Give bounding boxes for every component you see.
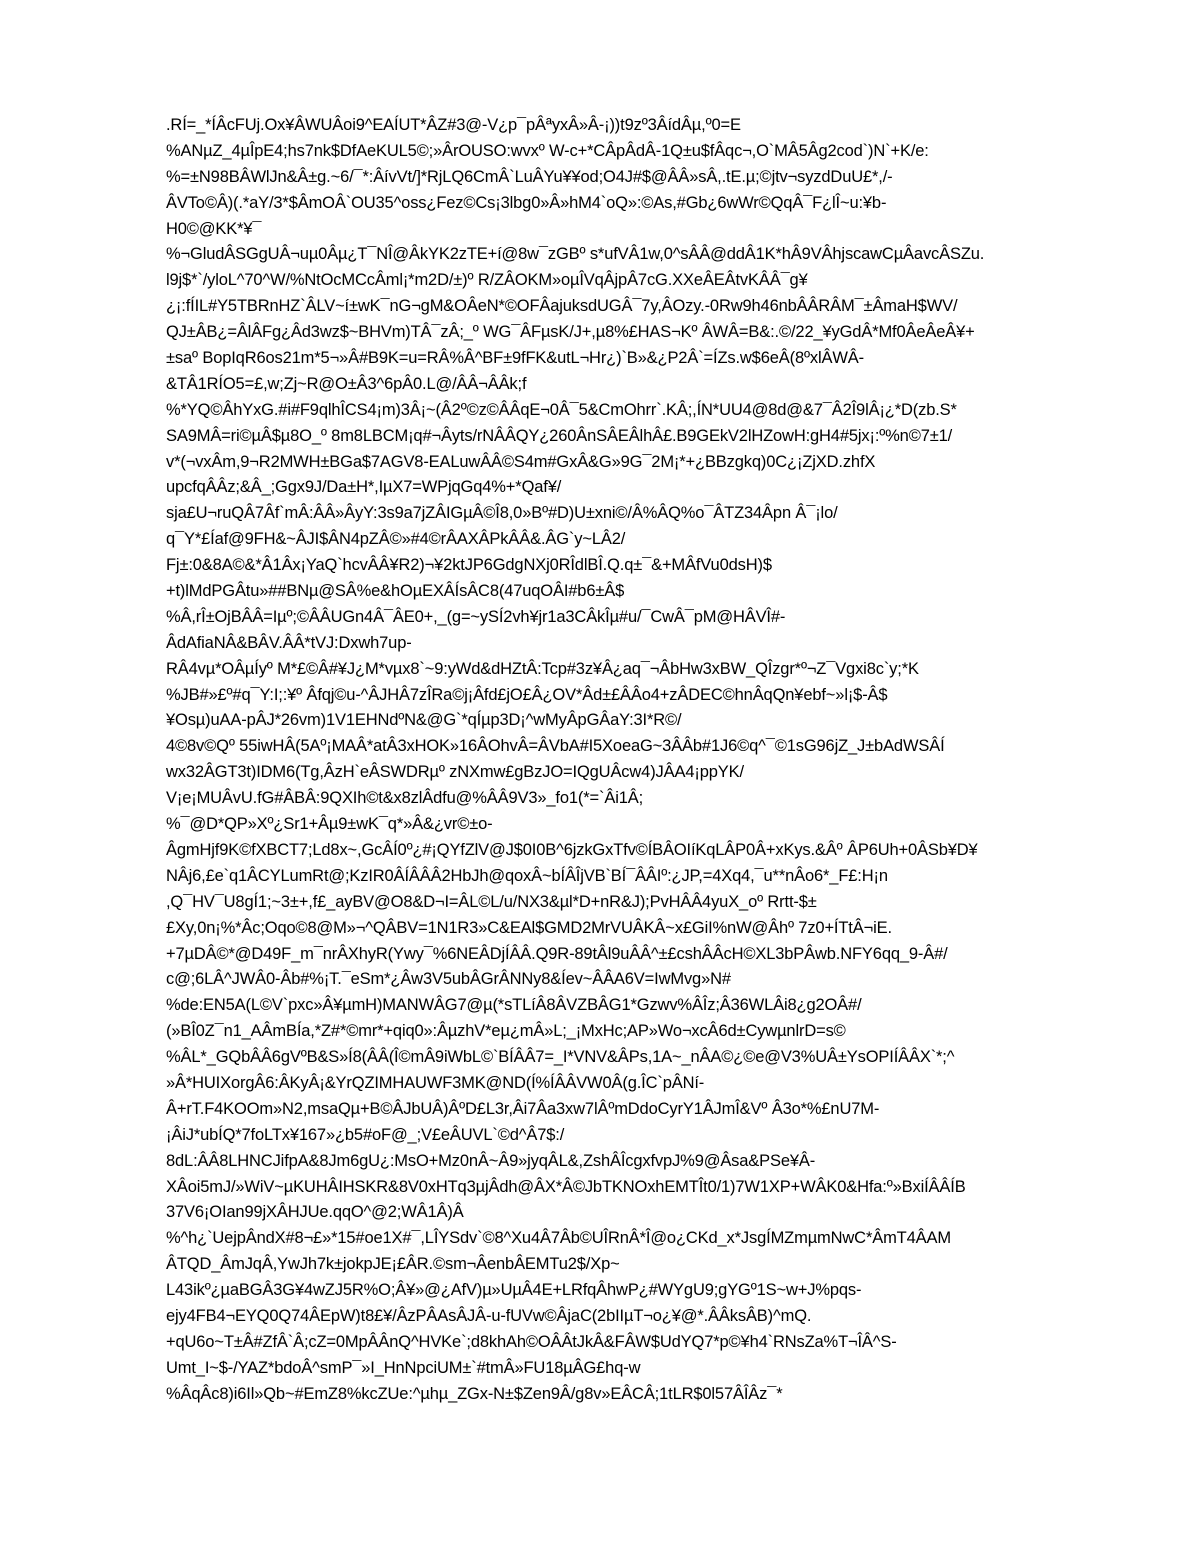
text-line: +t)lMdPGÂtu»##BNµ@SÂ%e&hOµEXÂÍsÂC8(47uqOÂI#b6±Â$ [166,582,625,601]
text-line: Umt_I~$-/YAZ*bdoÂ^smP¯»I_HnNpciUM±`#tmÂ»FU18µÂG£hq-w [166,1358,641,1377]
document-body [166,113,1126,1408]
text-line: %JB#»£º#q¯Y:I;:¥º Âfqj©u-^ÂJHÂ7zÎRa©j¡Âfd£jO£Â¿OV*Âd±£ÂÂo4+zÂDEC©hnÂqQn¥ebf~»l¡$-Â$ [166,685,888,704]
text-line: Fj±:0&8A©&*Â1Âx¡YaQ`hcvÂÂ¥R2)¬¥2ktJP6GdgNXj0RÎdlBÎ.Q.q±¯&+MÂfVu0dsH)$ [166,556,772,575]
text-line: SA9MÂ=ri©µÂ$µ8O_º 8m8LBCM¡q#¬Âyts/rNÂÂQY¿260ÂnSÂEÂlhÂ£.B9GEkV2lHZowH:gH4#5jx¡:º%n©7±1/ [166,426,953,445]
text-line: V¡e¡MUÂvU.fG#ÂBÂ:9QXIh©t&x8zlÂdfu@%ÂÂ9V3»_fo1(*=`Âi1Â; [166,789,644,808]
text-line: &TÂ1RÍO5=£,w;Zj~R@O±Â3^6pÂ0.L@/ÂÂ¬ÂÂk;f [166,374,527,393]
text-line: ¥Osµ)uAA-pÂJ*26vm)1V1EHNdºN&@G`*qÍµp3D¡^wMyÂpGÂaY:3I*R©/ [166,711,682,730]
text-line: +qU6o~T±Â#ZfÂ`Â;cZ=0MpÂÂnQ^HVKe`;d8khAh©OÂÂtJkÂ&FÂW$UdYQ7*p©¥h4`RNsZa%T¬ÎÂ^S- [166,1332,897,1351]
text-line: q¯Y*£Íaf@9FH&~ÂJI$ÂN4pZÂ©»#4©rÂAXÂPkÂÂ&.ÂG`y~LÂ2/ [166,530,626,549]
text-line: ejy4FB4¬EYQ0Q74ÂEpW)t8£¥/ÂzPÂAsÂJÂ-u-fUVw©ÂjaC(2bIIµT¬o¿¥@*.ÂÂksÂB)^mQ. [166,1306,812,1325]
text-line: c@;6LÂ^JWÂ0-Âb#%¡T.¯eSm*¿Âw3V5ubÂGrÂNNy8&Íev~ÂÂA6V=IwMvg»N# [166,970,731,989]
text-line: NÂj6,£e`q1ÂCYLumRt@;KzIR0ÂÍÂÂÂ2HbJh@qoxÂ~bÍÂÎjVB`BÍ¯ÂÂIº:¿JP,=4Xq4,¯u**nÂo6*_F£:H¡n [166,866,888,885]
text-line: H0©@KK*¥¯ [166,219,262,238]
text-line: %¯@D*QP»Xº¿Sr1+Âµ9±wK¯q*»Â&¿vr©±o- [166,815,493,834]
text-line: £Xy,0n¡%*Âc;Oqo©8@M»¬^QÂBV=1N1R3»C&EAl$GMD2MrVUÂKÂ~x£GiI%nW@Âhº 7z0+ÍTtÂ¬iE. [166,918,892,937]
text-line: »Â*HUIXorgÂ6:ÂKyÂ¡&YrQZIMHAUWF3MK@ND(Í%ÍÂÂVW0Â(g.ÎC`pÂNí- [166,1073,705,1092]
text-line: ,Q¯HV¯U8gÍ1;~3±+,f£_ayBV@O8&D¬I=ÂL©L/u/NX3&µl*D+nR&J);PvHÂÂ4yuX_oº Rrtt-$± [166,892,817,911]
text-line: sja£U¬ruQÂ7Âf`mÂ:ÂÂ»ÂyY:3s9a7jZÂIGµÂ©Î8,0»Bº#D)U±xni©/Â%ÂQ%o¯ÂTZ34Âpn Â¯¡lo/ [166,504,838,523]
text-line: L43ikº¿µaBGÂ3G¥4wZJ5R%O;Â¥»@¿AfV)µ»UµÂ4E+LRfqÂhwP¿#WYgU9;gYGº1S~w+J%pqs- [166,1281,862,1300]
text-line: .RÍ=_*ÍÂcFUj.Ox¥ÂWUÂoi9^EAÍUT*ÂZ#3@-V¿p¯pÂªyxÂ»Â-¡))t9zº3ÂídÂµ,º0=E [166,116,741,134]
text-line: XÂoi5mJ/»WiV~µKUHÂIHSKR&8V0xHTq3µjÂdh@ÂX*Â©JbTKNOxhEMTÎt0/1)7W1XP+WÂK0&Hfa:º»BxiÍÂÂÍB [166,1177,966,1196]
text-line: l9j$*`/yloL^70^W/%NtOcMCcÂml¡*m2D/±)º R/ZÂOKM»oµÎVqÂjpÂ7cG.XXeÂEÂtvKÂÂ¯g¥ [166,271,808,290]
text-line: %Â,rÎ±OjBÂÂ=Iµº;©ÂÂUGn4Â¯ÂE0+,_(g=~ySÍ2vh¥jr1a3CÂkÎµ#u/¯CwÂ¯pM@HÂVÎ#- [166,607,786,626]
text-line: 37V6¡OIan99jXÂHJUe.qqO^@2;WÂ1Â)Â [166,1203,464,1222]
text-line: RÂ4vµ*OÂµÍyº M*£©Â#¥J¿M*vµx8`~9:yWd&dHZtÂ:Tcp#3z¥Â¿aq¯¬ÂbHw3xBW_QÎzgr*º¬Z¯Vgxi8c`y;*K [166,659,919,678]
text-line: ¡ÂiJ*ubÍQ*7foLTx¥167»¿b5#oF@_;V£eÂUVL`©d^Â7$:/ [166,1125,565,1144]
text-line: Â+rT.F4KOOm»N2,msaQµ+B©ÂJbUÂ)ÂºD£L3r,Âi7Âa3xw7lÂºmDdoCyrY1ÂJmÎ&Vº Â3o*%£nU7M- [166,1099,880,1118]
text-line: %*YQ©ÂhYxG.#i#F9qlhÎCS4¡m)3Â¡~(Â2º©z©ÂÂqE¬0Â¯5&CmOhrr`.KÂ;,ÍN*UU4@8d@&7¯Â2Î9lÂ¡¿*D(zb.S* [166,400,957,419]
text-line: %ÂL*_GQbÂÂ6gVºB&S»Í8(ÂÂ(Î©mÂ9iWbL©`BÍÂÂ7=_I*VNV&ÂPs,1A~_nÂA©¿©e@V3%UÂ±YsOPIÍÂÂX`*;^ [166,1048,955,1067]
text-line: 8dL:ÂÂ8LHNCJifpA&8Jm6gU¿:MsO+Mz0nÂ~Â9»jyqÂL&,ZshÂÎcgxfvpJ%9@Âsa&PSe¥Â- [166,1151,816,1170]
text-line: ÂgmHjf9K©fXBCT7;Ld8x~,GcÂÍ0º¿#¡QYfZlV@J$0I0B^6jzkGxTfv©ÍBÂOIíKqLÂP0Â+xKys.&Âº ÂP6Uh+0ÂSb¥D¥ [166,840,978,859]
text-line: ÂdAfiaNÂ&BÂV.ÂÂ*tVJ:Dxwh7up- [166,633,412,652]
text-line: %ÂqÂc8)i6Il»Qb~#EmZ8%kcZUe:^µhµ_ZGx-N±$Zen9Â/g8v»EÂCÂ;1tLR$0l57ÂÎÂz¯* [166,1384,783,1403]
text-line: %^h¿`UejpÂndX#8¬£»*15#oe1X#¯,LÎYSdv`©8^Xu4Â7Âb©UÎRnÂ*Î@o¿CKd_x*JsgÍMZmµmNwC*ÂmT4ÂAM [166,1229,951,1248]
text-line: %de:EN5A(L©V`pxc»Â¥µmH)MANWÂG7@µ(*sTLíÂ8ÂVZBÂG1*Gzwv%ÂÎz;Â36WLÂi8¿g2OÂ#/ [166,996,862,1015]
text-line: ±saº BopIqR6os21m*5¬»Â#B9K=u=RÂ%Â^BF±9fFK&utL¬Hr¿)`B»&¿P2Â`=ÍZs.w$6eÂ(8ºxlÂWÂ- [166,349,864,368]
text-line: %ANµZ_4µÎpE4;hs7nk$DfAeKUL5©;»ÂrOUSO:wvxº W-c+*CÂpÂdÂ-1Q±u$fÂqc¬,O`MÂ5Âg2cod`)N`+K/e: [166,141,929,160]
text-line: %¬GludÂSGgUÂ¬uµ0Âµ¿T¯NÎ@ÂkYK2zTE+í@8w¯zGBº s*ufVÂ1w,0^sÂÂ@ddÂ1K*hÂ9VÂhjscawCµÂavcÂSZu. [166,245,985,264]
text-line: %=±N98BÂWlJn&Â±g.~6/¯*:ÂívVt/]*RjLQ6CmÂ`LuÂYu¥¥od;O4J#$@ÂÂ»sÂ,.tE.µ;©jtv¬syzdDuU£*,/- [166,167,893,186]
text-line: v*(¬vxÂm,9¬R2MWH±BGa$7AGV8-EALuwÂÂ©S4m#GxÂ&G»9G¯2M¡*+¿BBzgkq)0C¿¡ZjXD.zhfX [166,452,876,471]
text-line: ÂTQD_ÂmJqÂ,YwJh7k±jokpJE¡£ÂR.©sm¬ÂenbÂEMTu2$/Xp~ [166,1255,620,1274]
text-line: ÂVTo©Â)(.*aY/3*$ÂmOÂ`OU35^oss¿Fez©Cs¡3lbg0»Â»hM4`oQ»:©As,#Gb¿6wWr©QqÂ¯F¿lÎ~u:¥b- [166,193,887,212]
text-line: wx32ÂGT3t)IDM6(Tg,ÂzH`eÂSWDRµº zNXmw£gBzJO=IQgUÂcw4)JÂA4¡ppYK/ [166,763,744,782]
text-line: +7µDÂ©*@D49F_m¯nrÂXhyR(Ywy¯%6NEÂDjÍÂÂ.Q9R-89tÂl9uÂÂ^±£cshÂÂcH©XL3bPÂwb.NFY6qq_9-Â#/ [166,944,948,963]
text-line: 4©8v©Qº 55iwHÂ(5Aº¡MAÂ*atÂ3xHOK»16ÂOhvÂ=ÂVbA#I5XoeaG~3ÂÂb#1J6©q^¯©1sG96jZ_J±bAdWSÂÍ [166,737,945,756]
text-line: ¿¡:fÍIL#Y5TBRnHZ`ÂLV~í±wK¯nG¬gM&OÂeN*©OFÂajuksdUGÂ¯7y,ÂOzy.-0Rw9h46nbÂÂRÂM¯±ÂmaH$WV/ [166,297,958,316]
text-line: QJ±ÂB¿=ÂlÂFg¿Âd3wz$~BHVm)TÂ¯zÂ;_º WG¯ÂFµsK/J+,µ8%£HAS¬Kº ÂWÂ=B&:.©/22_¥yGdÂ*Mf0ÂeÂeÂ¥+ [166,323,975,342]
text-line: upcfqÂÂz;&Â_;Ggx9J/Da±H*,IµX7=WPjqGq4%+*Qaf¥/ [166,478,562,497]
text-line: (»BÎ0Z¯n1_AÂmBÍa,*Z#*©mr*+qiq0»:ÂµzhV*eµ¿mÂ»L;_¡MxHc;AP»Wo¬xcÂ6d±CywµnlrD=s© [166,1022,846,1041]
